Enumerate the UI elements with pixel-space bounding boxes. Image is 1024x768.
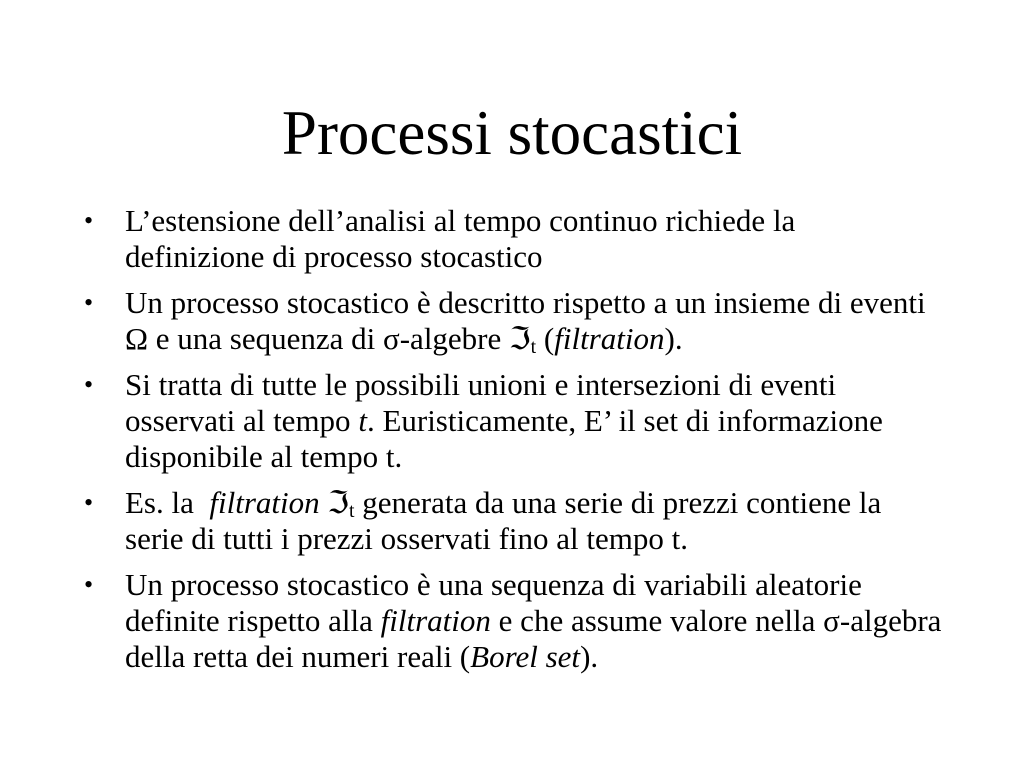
- bullet-text: Si tratta di tutte le possibili unioni e intersezioni di eventi osservati al tempo t. Euristicamente, E’ il set di informazione disponibile al tempo t.: [125, 367, 883, 474]
- bullet-item: [62, 367, 942, 475]
- bullet-item: [62, 203, 942, 275]
- bullet-marker: •: [84, 570, 94, 599]
- bullet-marker: •: [84, 488, 94, 517]
- bullet-item: [62, 567, 942, 675]
- bullet-marker: •: [84, 288, 94, 317]
- slide-title: Processi stocastici: [281, 98, 743, 168]
- bullet-item: [62, 485, 942, 557]
- bullet-text: Un processo stocastico è una sequenza di variabili aleatorie definite rispetto alla filtration e che assume valore nella σ-algebra della retta dei numeri reali (Borel set).: [125, 567, 942, 674]
- bullet-list: [62, 203, 942, 685]
- bullet-marker: •: [84, 206, 94, 235]
- bullet-text: L’estensione dell’analisi al tempo continuo richiede la definizione di processo stocastico: [125, 203, 796, 274]
- bullet-marker: •: [84, 370, 94, 399]
- bullet-text: Un processo stocastico è descritto rispetto a un insieme di eventi Ω e una sequenza di σ-algebre ℑ$_t$ (filtration).: [125, 285, 926, 359]
- bullet-text: Es. la filtration ℑ$_t$ generata da una serie di prezzi contiene la serie di tutti i prezzi osservati fino al tempo t.: [125, 485, 882, 556]
- bullet-item: [62, 285, 942, 357]
